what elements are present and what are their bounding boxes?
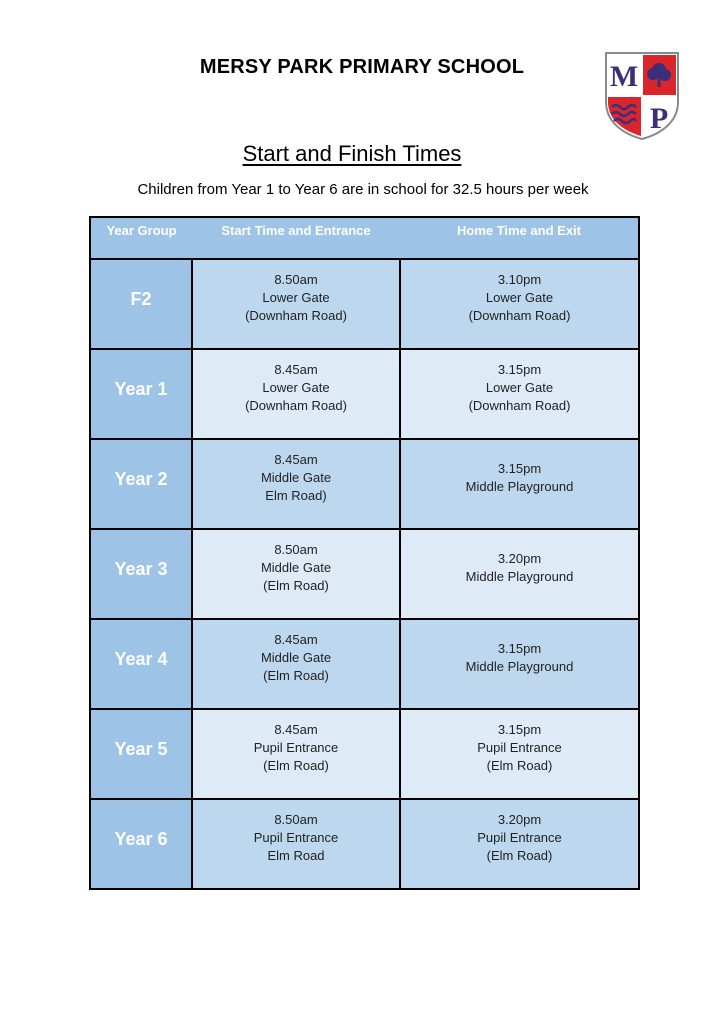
home-place-text: Middle Playground — [465, 659, 574, 674]
page-title: Start and Finish Times — [242, 141, 462, 166]
start-place-text: Pupil Entrance — [253, 830, 339, 845]
start-road-text: Elm Road — [267, 848, 325, 863]
start-road-text: (Downham Road) — [245, 308, 347, 323]
home-time-text: 3.15pm — [497, 722, 542, 737]
start-time-cell — [192, 709, 400, 799]
home-place-text: Middle Playground — [465, 479, 574, 494]
start-time-cell — [192, 799, 400, 889]
home-time-text: 3.15pm — [497, 362, 542, 377]
home-time-cell — [400, 259, 639, 349]
year-group-cell: Year 5 — [90, 709, 192, 799]
year-group-cell: Year 4 — [90, 619, 192, 709]
start-time-text: 8.45am — [274, 362, 318, 377]
home-time-text: 3.15pm — [497, 461, 542, 476]
start-time-text: 8.50am — [274, 272, 318, 287]
start-time-cell — [192, 439, 400, 529]
school-name: MERSY PARK PRIMARY SCHOOL — [199, 56, 525, 78]
home-time-cell — [400, 349, 639, 439]
home-time-cell — [400, 619, 639, 709]
start-time-text: 8.45am — [274, 632, 318, 647]
home-road-text: (Elm Road) — [486, 848, 553, 863]
home-place-text: Lower Gate — [485, 380, 554, 395]
start-road-text: Elm Road) — [265, 488, 327, 503]
home-time-cell — [400, 529, 639, 619]
start-time-text: 8.45am — [274, 722, 318, 737]
start-place-text: Pupil Entrance — [253, 740, 339, 755]
table-row — [90, 619, 639, 709]
school-crest-logo — [603, 50, 681, 140]
start-place-text: Lower Gate — [262, 290, 330, 305]
home-place-text: Lower Gate — [485, 290, 554, 305]
start-road-text: (Downham Road) — [245, 398, 347, 413]
home-road-text: (Downham Road) — [468, 308, 571, 323]
table-header-row — [90, 217, 639, 259]
start-road-text: (Elm Road) — [263, 668, 329, 683]
start-place-text: Middle Gate — [260, 560, 332, 575]
home-place-text: Pupil Entrance — [477, 740, 562, 755]
start-place-text: Lower Gate — [262, 380, 330, 395]
start-road-text: (Elm Road) — [263, 758, 329, 773]
column-header-start-time: Start Time and Entrance — [192, 217, 400, 259]
home-time-text: 3.20pm — [497, 551, 542, 566]
crest-letter-m: M — [609, 60, 639, 93]
table-row — [90, 709, 639, 799]
column-header-year-group: Year Group — [90, 217, 192, 259]
crest-letter-p: P — [649, 102, 669, 135]
home-time-text: 3.20pm — [497, 812, 542, 827]
year-group-cell: Year 2 — [90, 439, 192, 529]
home-road-text: (Downham Road) — [468, 398, 571, 413]
start-time-cell — [192, 529, 400, 619]
year-group-cell: Year 6 — [90, 799, 192, 889]
year-group-cell: F2 — [90, 259, 192, 349]
year-group-cell: Year 3 — [90, 529, 192, 619]
home-time-cell — [400, 799, 639, 889]
home-road-text: (Elm Road) — [486, 758, 553, 773]
year-group-cell: Year 1 — [90, 349, 192, 439]
table-row — [90, 529, 639, 619]
start-place-text: Middle Gate — [260, 650, 332, 665]
page-subtitle: Children from Year 1 to Year 6 are in school for 32.5 hours per week — [137, 181, 589, 198]
home-time-cell — [400, 709, 639, 799]
home-time-text: 3.15pm — [497, 641, 542, 656]
start-road-text: (Elm Road) — [263, 578, 329, 593]
start-finish-times-table — [89, 216, 640, 890]
start-time-text: 8.50am — [274, 542, 318, 557]
start-time-cell — [192, 259, 400, 349]
table-row — [90, 259, 639, 349]
column-header-home-time: Home Time and Exit — [400, 217, 639, 259]
table-row — [90, 349, 639, 439]
start-place-text: Middle Gate — [260, 470, 332, 485]
table-row — [90, 439, 639, 529]
home-time-text: 3.10pm — [497, 272, 542, 287]
start-time-text: 8.45am — [274, 452, 318, 467]
start-time-cell — [192, 619, 400, 709]
table-row — [90, 799, 639, 889]
start-time-cell — [192, 349, 400, 439]
home-place-text: Pupil Entrance — [477, 830, 562, 845]
home-place-text: Middle Playground — [465, 569, 574, 584]
home-time-cell — [400, 439, 639, 529]
start-time-text: 8.50am — [274, 812, 318, 827]
